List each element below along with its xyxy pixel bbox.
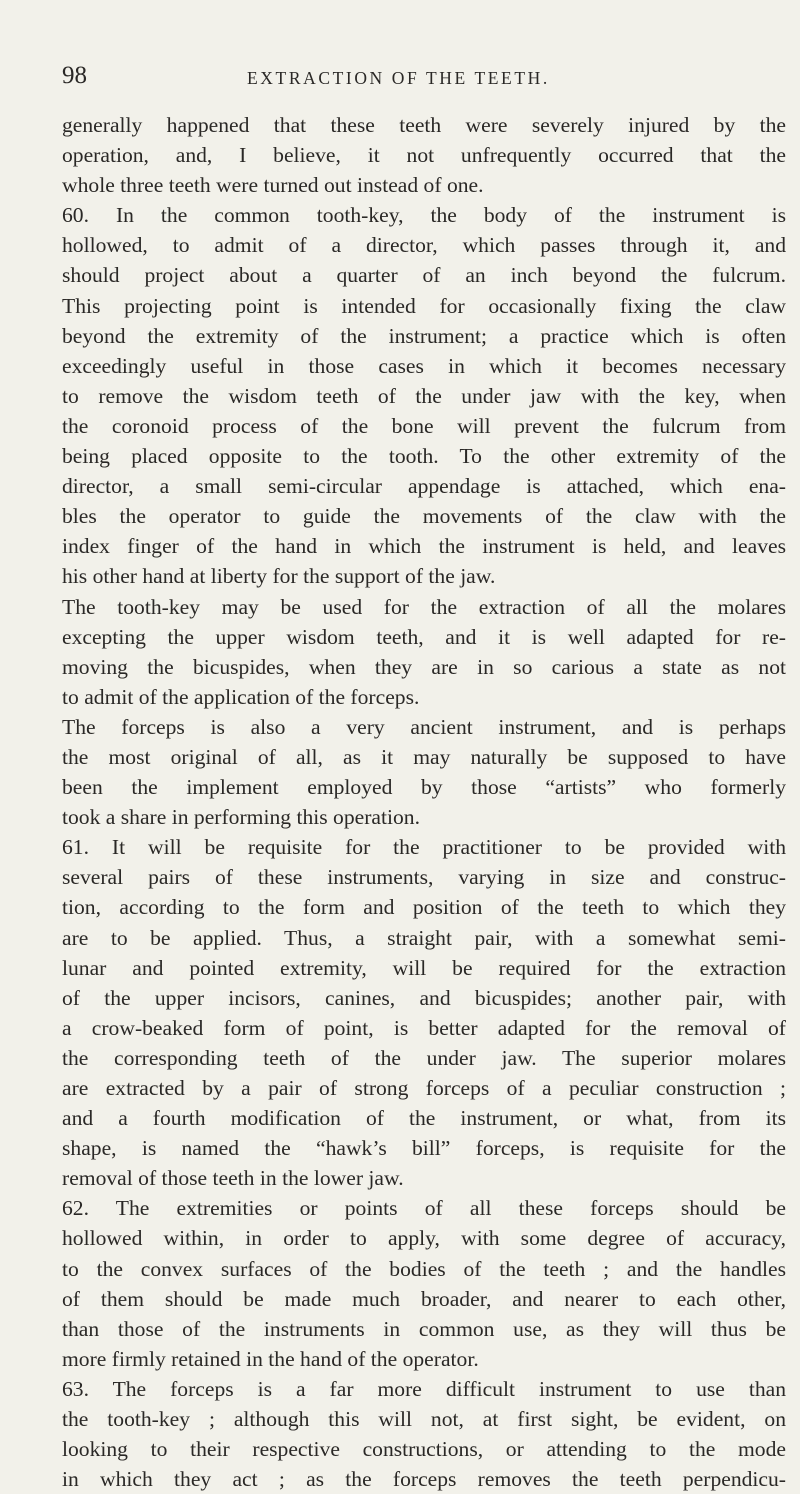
page-header: [62, 62, 782, 94]
text-line: 63. The forceps is a far more difficult instrument to use than: [62, 1376, 786, 1401]
text-line: to the convex surfaces of the bodies of the teeth ; and the handles: [62, 1256, 786, 1281]
text-line: several pairs of these instruments, varying in size and construc-: [62, 865, 786, 890]
text-line: the coronoid process of the bone will prevent the fulcrum from: [62, 413, 786, 438]
text-line: exceedingly useful in those cases in which it becomes necessary: [62, 353, 786, 378]
text-line: the corresponding teeth of the under jaw. The superior molares: [62, 1045, 786, 1070]
text-line: being placed opposite to the tooth. To the other extremity of the: [62, 444, 786, 469]
text-line: excepting the upper wisdom teeth, and it is well adapted for re-: [62, 624, 786, 649]
text-line: This projecting point is intended for occasionally fixing the claw: [62, 293, 786, 318]
text-line: of the upper incisors, canines, and bicuspides; another pair, with: [62, 985, 786, 1010]
text-line: The forceps is also a very ancient instrument, and is perhaps: [62, 714, 786, 739]
text-line: hollowed within, in order to apply, with some degree of accuracy,: [62, 1226, 786, 1251]
text-line: to admit of the application of the forceps.: [62, 684, 420, 709]
text-line: than those of the instruments in common use, as they will thus be: [62, 1316, 786, 1341]
text-line: 60. In the common tooth-key, the body of the instrument is: [62, 203, 786, 228]
text-line: operation, and, I believe, it not unfrequently occurred that the: [62, 143, 786, 168]
text-line: tion, according to the form and position of the teeth to which they: [62, 895, 786, 920]
text-line: should project about a quarter of an inch beyond the fulcrum.: [62, 263, 786, 288]
text-line: moving the bicuspides, when they are in so carious a state as not: [62, 654, 786, 679]
text-line: are to be applied. Thus, a straight pair, with a somewhat semi-: [62, 925, 786, 950]
page-number: 98: [62, 62, 87, 89]
text-line: generally happened that these teeth were severely injured by the: [62, 113, 786, 137]
text-line: hollowed, to admit of a director, which passes through it, and: [62, 233, 786, 258]
text-line: to remove the wisdom teeth of the under jaw with the key, when: [62, 383, 786, 408]
text-line: a crow-beaked form of point, is better adapted for the removal of: [62, 1015, 786, 1040]
text-line: and a fourth modification of the instrument, or what, from its: [62, 1106, 786, 1131]
text-line: beyond the extremity of the instrument; a practice which is often: [62, 323, 786, 348]
text-line: index finger of the hand in which the instrument is held, and leaves: [62, 534, 786, 559]
text-line: more firmly retained in the hand of the operator.: [62, 1346, 479, 1371]
text-line: the most original of all, as it may naturally be supposed to have: [62, 744, 786, 769]
text-line: lunar and pointed extremity, will be required for the extraction: [62, 955, 786, 980]
text-line: bles the operator to guide the movements of the claw with the: [62, 504, 786, 529]
text-line: shape, is named the “hawk’s bill” forceps, is requisite for the: [62, 1136, 786, 1161]
text-line: the tooth-key ; although this will not, at first sight, be evident, on: [62, 1407, 786, 1432]
text-line: director, a small semi-circular appendage is attached, which ena-: [62, 474, 786, 499]
text-line: of them should be made much broader, and nearer to each other,: [62, 1286, 786, 1311]
text-line: his other hand at liberty for the support of the jaw.: [62, 564, 496, 589]
text-line: in which they act ; as the forceps removes the teeth perpendicu-: [62, 1467, 786, 1492]
text-line: looking to their respective constructions, or attending to the mode: [62, 1437, 786, 1462]
text-line: been the implement employed by those “artists” who formerly: [62, 775, 786, 800]
running-title: EXTRACTION OF THE TEETH.: [247, 68, 550, 88]
text-line: removal of those teeth in the lower jaw.: [62, 1166, 404, 1191]
text-line: are extracted by a pair of strong forceps of a peculiar construction ;: [62, 1076, 786, 1100]
text-line: whole three teeth were turned out instead of one.: [62, 173, 484, 198]
text-line: 62. The extremities or points of all these forceps should be: [62, 1196, 786, 1221]
body-text: [62, 110, 786, 1494]
text-line: The tooth-key may be used for the extraction of all the molares: [62, 594, 786, 619]
text-line: took a share in performing this operation.: [62, 805, 421, 830]
text-line: 61. It will be requisite for the practitioner to be provided with: [62, 835, 786, 860]
